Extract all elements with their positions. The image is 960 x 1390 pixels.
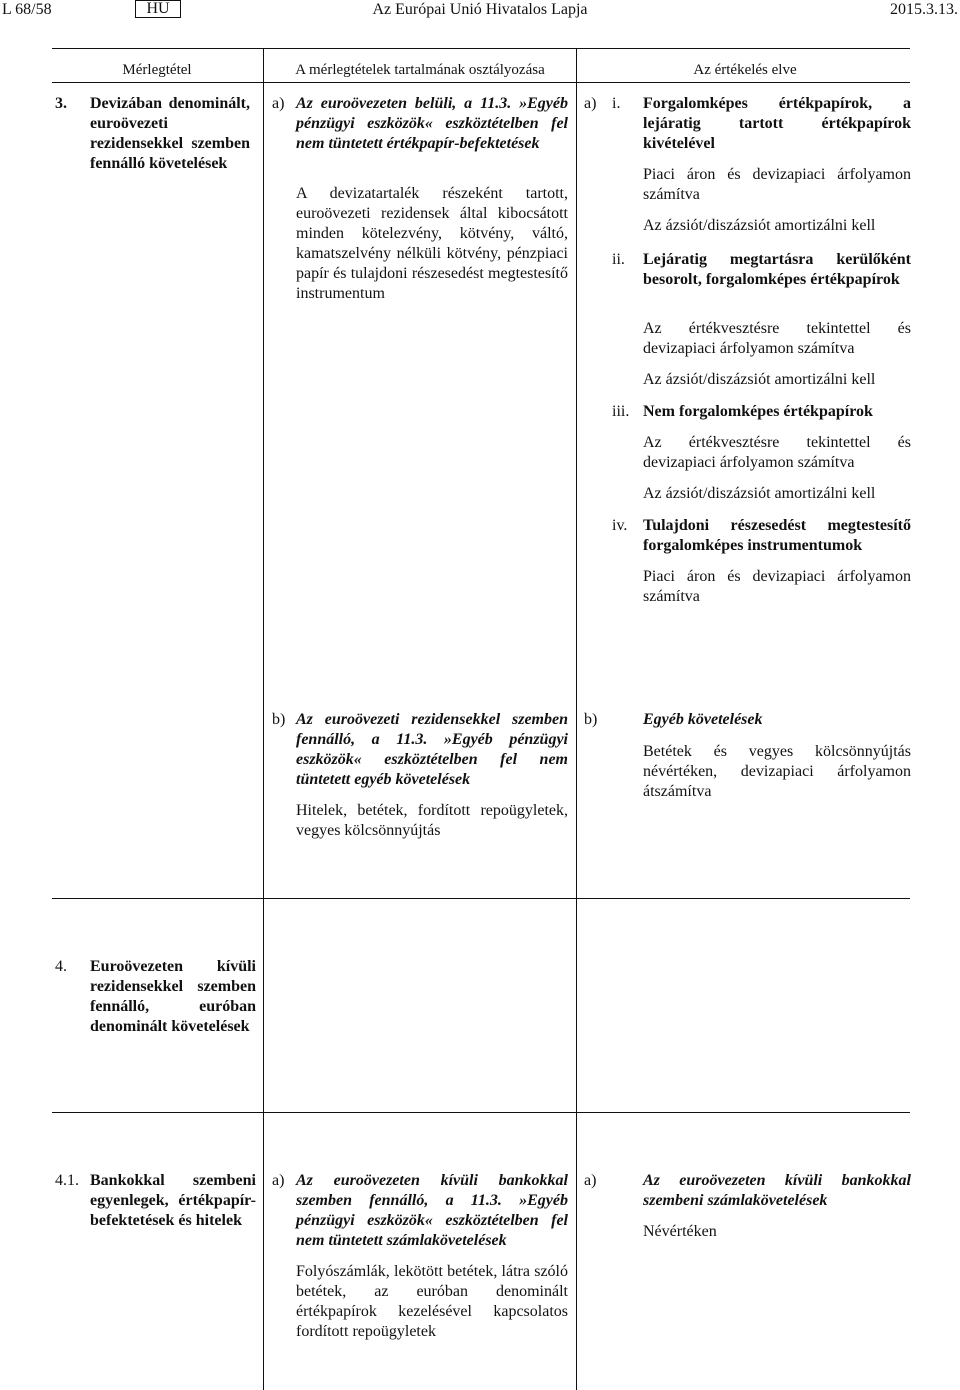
row-separator-4-41 xyxy=(52,1112,910,1113)
column-header-balance-item: Mérlegtétel xyxy=(122,62,192,78)
row-3-title: Devizában denominált, euroövezeti rezidensekkel szemben fennálló követelések xyxy=(90,95,250,172)
column-divider-2 xyxy=(576,48,577,1390)
row-3-valuation-marker: a) xyxy=(584,95,597,112)
row-3-b-valuation-marker: b) xyxy=(584,711,598,728)
valuation-item-iii-heading: Nem forgalomképes értékpapírok xyxy=(643,403,873,420)
column-header-valuation: Az értékelés elve xyxy=(693,62,797,78)
column-header-classification: A mérlegtételek tartalmának osztályozása xyxy=(295,62,545,78)
page-number: L 68/58 xyxy=(2,1,52,18)
valuation-item-iv-heading: Tulajdoni részesedést megtestesítő forgalomképes instrumentumok xyxy=(643,517,911,554)
row-3-a-body: A devizatartalék részeként tartott, euroövezeti rezidensek által kibocsátott minden kötelezvény, kötvény, váltó, kamatszelvény nélküli kötvény, pénzpiaci papír és tulajdoni részesedést megtestesítő instrumentum xyxy=(296,185,568,302)
row-separator-3-4 xyxy=(52,898,910,899)
valuation-item-iii-roman: iii. xyxy=(612,403,630,420)
column-divider-1 xyxy=(263,48,264,1390)
row-3-number: 3. xyxy=(55,95,67,112)
row-4-1-a-body: Folyószámlák, lekötött betétek, látra szóló betétek, az euróban denominált értékpapírok kezelésével kapcsolatos fordított repoügyletek xyxy=(296,1263,568,1340)
valuation-item-ii-heading: Lejáratig megtartásra kerülőként besorolt, forgalomképes értékpapírok xyxy=(643,251,911,288)
row-4-1-valuation-body: Névértéken xyxy=(643,1223,717,1240)
row-4-1-a-marker: a) xyxy=(272,1172,285,1189)
row-3-a-marker: a) xyxy=(272,95,285,112)
row-4-title: Euroövezeten kívüli rezidensekkel szemben fennálló, euróban denominált követelések xyxy=(90,958,256,1035)
row-4-number: 4. xyxy=(55,958,67,975)
valuation-item-i-line-1: Piaci áron és devizapiaci árfolyamon számítva xyxy=(643,166,911,203)
publication-date: 2015.3.13. xyxy=(890,1,958,18)
row-3-b-valuation-body: Betétek és vegyes kölcsönnyújtás névértéken, devizapiaci árfolyamon átszámítva xyxy=(643,743,911,800)
top-rule xyxy=(52,48,910,49)
valuation-item-iv-roman: iv. xyxy=(612,517,628,534)
row-4-1-valuation-heading: Az euroövezeten kívüli bankokkal szembeni számlakövetelések xyxy=(643,1172,911,1209)
page-header xyxy=(0,0,960,22)
valuation-item-iii-line-1: Az értékvesztésre tekintettel és devizapiaci árfolyamon számítva xyxy=(643,434,911,471)
row-3-b-heading: Az euroövezeti rezidensekkel szemben fennálló, a 11.3. »Egyéb pénzügyi eszközök« eszköztételben fel nem tüntetett egyéb követelések xyxy=(296,711,568,788)
valuation-item-ii-roman: ii. xyxy=(612,251,625,268)
row-4-1-title: Bankokkal szembeni egyenlegek, értékpapír-befektetések és hitelek xyxy=(90,1172,256,1229)
row-3-a-heading: Az euroövezeten belüli, a 11.3. »Egyéb pénzügyi eszközök« eszköztételben fel nem tüntetett értékpapír-befektetések xyxy=(296,95,568,152)
valuation-item-iv-line-1: Piaci áron és devizapiaci árfolyamon számítva xyxy=(643,568,911,605)
row-3-b-valuation-heading: Egyéb követelések xyxy=(643,711,763,728)
valuation-item-i-heading: Forgalomképes értékpapírok, a lejáratig tartott értékpapírok kivételével xyxy=(643,95,911,152)
journal-title: Az Európai Unió Hivatalos Lapja xyxy=(372,1,588,18)
row-3-b-marker: b) xyxy=(272,711,286,728)
language-badge: HU xyxy=(135,0,181,18)
row-4-1-a-heading: Az euroövezeten kívüli bankokkal szemben fennálló, a 11.3. »Egyéb pénzügyi eszközök« eszköztételben fel nem tüntetett számlakövetelések xyxy=(296,1172,568,1249)
row-3-b-body: Hitelek, betétek, fordított repoügyletek, vegyes kölcsönnyújtás xyxy=(296,802,568,839)
valuation-item-i-line-2: Az ázsiót/diszázsiót amortizálni kell xyxy=(643,217,876,234)
valuation-item-i-roman: i. xyxy=(612,95,621,112)
row-4-1-number: 4.1. xyxy=(55,1172,79,1189)
valuation-item-ii-line-1: Az értékvesztésre tekintettel és devizapiaci árfolyamon számítva xyxy=(643,320,911,357)
header-rule xyxy=(52,82,910,83)
row-4-1-valuation-marker: a) xyxy=(584,1172,597,1189)
valuation-item-ii-line-2: Az ázsiót/diszázsiót amortizálni kell xyxy=(643,371,876,388)
valuation-item-iii-line-2: Az ázsiót/diszázsiót amortizálni kell xyxy=(643,485,876,502)
